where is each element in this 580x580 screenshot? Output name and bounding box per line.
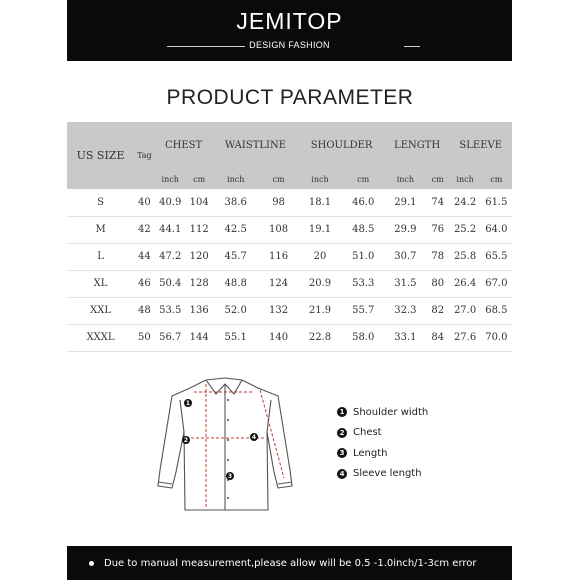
header-us-size: US SIZE (67, 122, 134, 189)
unit-cm: cm (342, 169, 385, 189)
unit-cm: cm (481, 169, 512, 189)
tagline-text: DESIGN FASHION (245, 40, 334, 50)
measure-cell: 27.0 (449, 297, 480, 324)
table-row (67, 270, 512, 297)
measure-cell: 48.5 (342, 216, 385, 243)
size-cell: XXL (67, 297, 134, 324)
table-row (67, 216, 512, 243)
measurement-legend (337, 402, 428, 484)
measure-cell: 76 (426, 216, 450, 243)
measure-cell: 48.8 (213, 270, 259, 297)
measure-cell: 56.7 (155, 324, 186, 351)
measure-cell: 144 (186, 324, 213, 351)
header-shoulder: SHOULDER (298, 122, 385, 169)
measure-cell: 116 (259, 243, 299, 270)
shirt-buttons (227, 399, 229, 499)
measure-cell: 24.2 (449, 189, 480, 216)
measure-cell: 104 (186, 189, 213, 216)
shirt-outline (158, 378, 292, 510)
measure-cell: 30.7 (385, 243, 426, 270)
shirt-diagram (150, 370, 300, 520)
measure-cell: 46.0 (342, 189, 385, 216)
size-cell: L (67, 243, 134, 270)
measure-cell: 50.4 (155, 270, 186, 297)
unit-inch: inch (385, 169, 426, 189)
measure-cell: 38.6 (213, 189, 259, 216)
measure-cell: 55.7 (342, 297, 385, 324)
header-banner (67, 0, 512, 61)
unit-inch: inch (155, 169, 186, 189)
measure-cell: 27.6 (449, 324, 480, 351)
measure-cell: 80 (426, 270, 450, 297)
measure-cell: 22.8 (298, 324, 341, 351)
measure-cell: 40.9 (155, 189, 186, 216)
measure-cell: 42.5 (213, 216, 259, 243)
bullet-icon (89, 561, 94, 566)
measure-cell: 33.1 (385, 324, 426, 351)
measure-cell: 120 (186, 243, 213, 270)
measure-cell: 132 (259, 297, 299, 324)
unit-inch: inch (213, 169, 259, 189)
measure-cell: 140 (259, 324, 299, 351)
table-row (67, 324, 512, 351)
marker-3: 3 (227, 473, 233, 481)
legend-label: Shoulder width (353, 406, 429, 418)
measure-cell: 47.2 (155, 243, 186, 270)
measure-cell: 25.8 (449, 243, 480, 270)
tagline (67, 40, 512, 50)
header-chest: CHEST (155, 122, 213, 169)
measure-cell: 68.5 (481, 297, 512, 324)
tag-cell: 50 (134, 324, 154, 351)
tagline-row (67, 40, 512, 54)
measure-cell: 65.5 (481, 243, 512, 270)
legend-item-chest (337, 423, 428, 444)
size-table-body (67, 189, 512, 351)
unit-cm: cm (259, 169, 299, 189)
legend-number-icon: 4 (337, 469, 347, 479)
measure-cell: 124 (259, 270, 299, 297)
marker-2: 2 (183, 437, 189, 445)
measure-cell: 136 (186, 297, 213, 324)
legend-label: Sleeve length (353, 468, 422, 480)
measurement-note: Due to manual measurement,please allow will be 0.5 -1.0inch/1-3cm error (104, 557, 477, 569)
measure-cell: 21.9 (298, 297, 341, 324)
measure-cell: 112 (186, 216, 213, 243)
marker-4: 4 (251, 434, 257, 442)
size-cell: XL (67, 270, 134, 297)
legend-label: Length (353, 447, 388, 459)
unit-inch: inch (449, 169, 480, 189)
measure-sleeve (260, 390, 284, 478)
legend-item-shoulder (337, 402, 428, 423)
measure-cell: 61.5 (481, 189, 512, 216)
size-cell: M (67, 216, 134, 243)
measure-cell: 20.9 (298, 270, 341, 297)
legend-label: Chest (353, 427, 382, 439)
measure-cell: 70.0 (481, 324, 512, 351)
unit-cm: cm (426, 169, 450, 189)
tag-cell: 44 (134, 243, 154, 270)
measure-cell: 67.0 (481, 270, 512, 297)
header-length: LENGTH (385, 122, 450, 169)
measure-cell: 32.3 (385, 297, 426, 324)
tag-cell: 48 (134, 297, 154, 324)
footer-banner (67, 546, 512, 580)
tag-cell: 40 (134, 189, 154, 216)
size-cell: XXXL (67, 324, 134, 351)
brand-name: JEMITOP (236, 8, 343, 34)
legend-number-icon: 3 (337, 448, 347, 458)
unit-inch: inch (298, 169, 341, 189)
measure-cell: 20 (298, 243, 341, 270)
size-table (67, 122, 512, 352)
measure-cell: 108 (259, 216, 299, 243)
legend-item-length (337, 443, 428, 464)
measure-cell: 82 (426, 297, 450, 324)
marker-1: 1 (185, 400, 191, 408)
measure-cell: 44.1 (155, 216, 186, 243)
measure-cell: 55.1 (213, 324, 259, 351)
section-title: PRODUCT PARAMETER (166, 86, 414, 109)
unit-cm: cm (186, 169, 213, 189)
measure-cell: 53.5 (155, 297, 186, 324)
measure-cell: 74 (426, 189, 450, 216)
table-row (67, 243, 512, 270)
measure-cell: 64.0 (481, 216, 512, 243)
size-cell: S (67, 189, 134, 216)
measure-cell: 31.5 (385, 270, 426, 297)
tag-cell: 46 (134, 270, 154, 297)
measure-cell: 78 (426, 243, 450, 270)
measure-cell: 52.0 (213, 297, 259, 324)
measure-cell: 45.7 (213, 243, 259, 270)
measure-cell: 29.1 (385, 189, 426, 216)
legend-number-icon: 2 (337, 428, 347, 438)
measure-cell: 26.4 (449, 270, 480, 297)
header-waistline: WAISTLINE (213, 122, 299, 169)
measure-cell: 19.1 (298, 216, 341, 243)
measure-cell: 51.0 (342, 243, 385, 270)
legend-item-sleeve (337, 464, 428, 485)
measure-cell: 18.1 (298, 189, 341, 216)
measure-cell: 29.9 (385, 216, 426, 243)
measure-cell: 84 (426, 324, 450, 351)
measure-cell: 98 (259, 189, 299, 216)
header-sleeve: SLEEVE (449, 122, 512, 169)
measure-cell: 25.2 (449, 216, 480, 243)
tag-cell: 42 (134, 216, 154, 243)
measure-cell: 58.0 (342, 324, 385, 351)
diagram-markers (182, 399, 258, 480)
legend-number-icon: 1 (337, 407, 347, 417)
header-tag: Tag (134, 122, 154, 189)
table-row (67, 189, 512, 216)
table-row (67, 297, 512, 324)
measure-cell: 53.3 (342, 270, 385, 297)
measure-cell: 128 (186, 270, 213, 297)
